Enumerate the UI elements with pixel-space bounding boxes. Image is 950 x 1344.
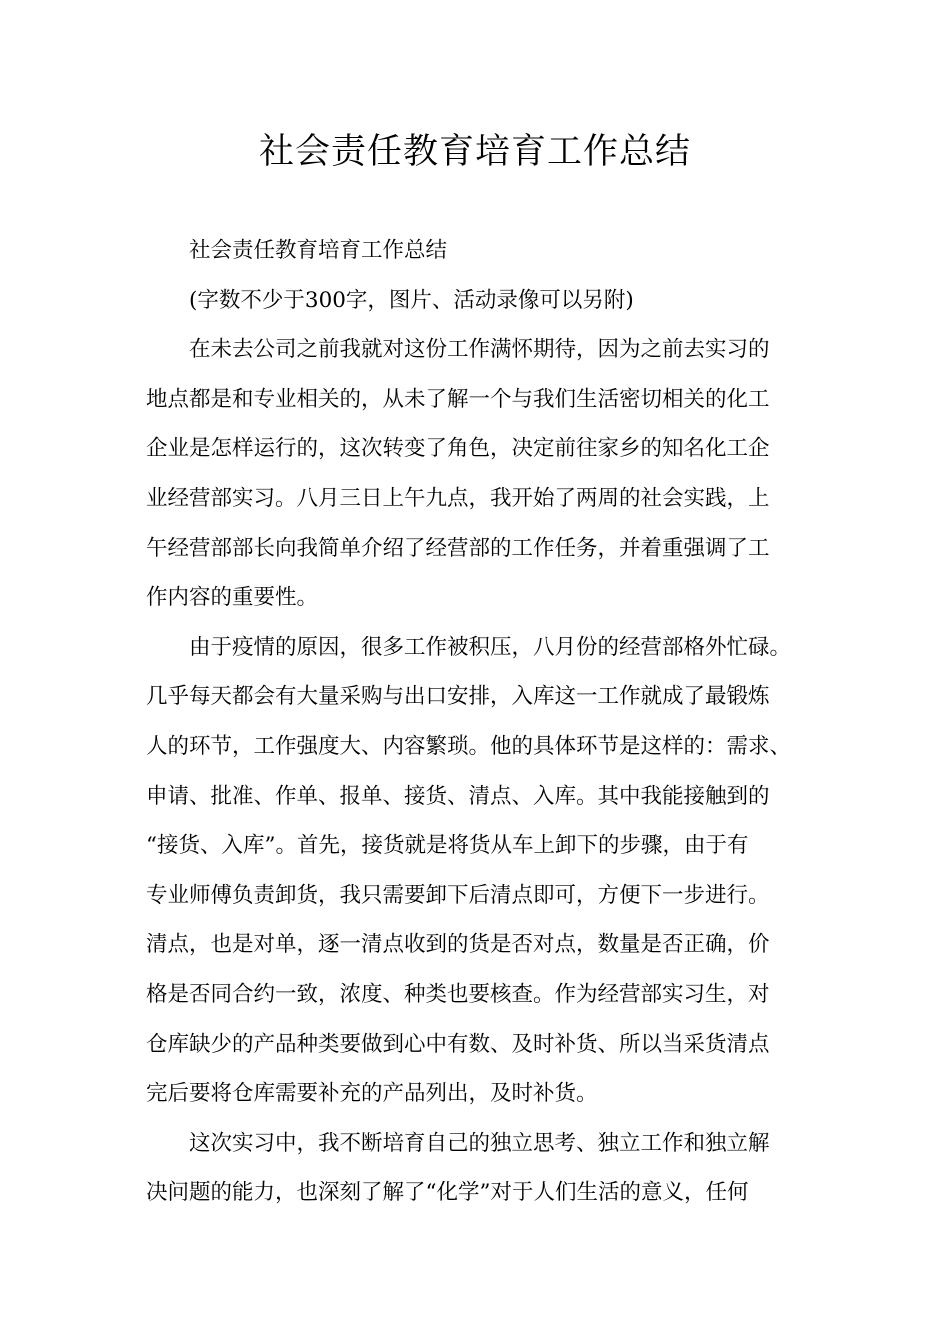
- paragraph-line: 完后要将仓库需要补充的产品列出，及时补货。: [146, 1081, 598, 1107]
- document-body: [146, 226, 826, 1218]
- paragraph-line: 这次实习中，我不断培育自己的独立思考、独立工作和独立解: [189, 1130, 770, 1156]
- paragraph-line: 清点，也是对单，逐一清点收到的货是否对点，数量是否正确，价: [146, 932, 770, 958]
- subtitle-line: 社会责任教育培育工作总结: [189, 238, 448, 263]
- paragraph-line: 在未去公司之前我就对这份工作满怀期待，因为之前去实习的: [189, 337, 770, 363]
- paragraph-line: 企业是怎样运行的，这次转变了角色，决定前往家乡的知名化工企: [146, 436, 770, 462]
- paragraph-line: 几乎每天都会有大量采购与出口安排，入库这一工作就成了最锻炼: [146, 684, 770, 710]
- paragraph-line: 专业师傅负责卸货，我只需要卸下后清点即可，方便下一步进行。: [146, 882, 770, 908]
- paragraph-line: 地点都是和专业相关的，从未了解一个与我们生活密切相关的化工: [146, 386, 770, 412]
- paragraph-line: 决问题的能力，也深刻了解了“化学”对于人们生活的意义，任何: [146, 1180, 749, 1206]
- paragraph-line: 格是否同合约一致，浓度、种类也要核查。作为经营部实习生，对: [146, 981, 770, 1007]
- body-paragraph-1: [146, 325, 826, 623]
- body-paragraph-2: [146, 623, 826, 1119]
- paragraph-line: 人的环节，工作强度大、内容繁琐。他的具体环节是这样的：需求、: [146, 733, 792, 759]
- paragraph-line: 申请、批准、作单、报单、接货、清点、入库。其中我能接触到的: [146, 783, 770, 809]
- document-title: 社会责任教育培育工作总结: [258, 132, 691, 172]
- paragraph-line: 作内容的重要性。: [146, 585, 319, 611]
- paragraph-line: 由于疫情的原因，很多工作被积压，八月份的经营部格外忙碌。: [189, 634, 792, 660]
- subtitle-paragraph: [146, 226, 826, 276]
- paragraph-line: “接货、入库”。首先，接货就是将货从车上卸下的步骤，由于有: [146, 833, 749, 859]
- paragraph-line: 仓库缺少的产品种类要做到心中有数、及时补货、所以当采货清点: [146, 1031, 770, 1057]
- note-paragraph: [146, 276, 826, 326]
- note-line: (字数不少于300字，图片、活动录像可以另附): [189, 287, 634, 313]
- paragraph-line: 午经营部部长向我简单介绍了经营部的工作任务，并着重强调了工: [146, 535, 770, 561]
- body-paragraph-3: [146, 1119, 826, 1218]
- paragraph-line: 业经营部实习。八月三日上午九点，我开始了两周的社会实践，上: [146, 485, 770, 511]
